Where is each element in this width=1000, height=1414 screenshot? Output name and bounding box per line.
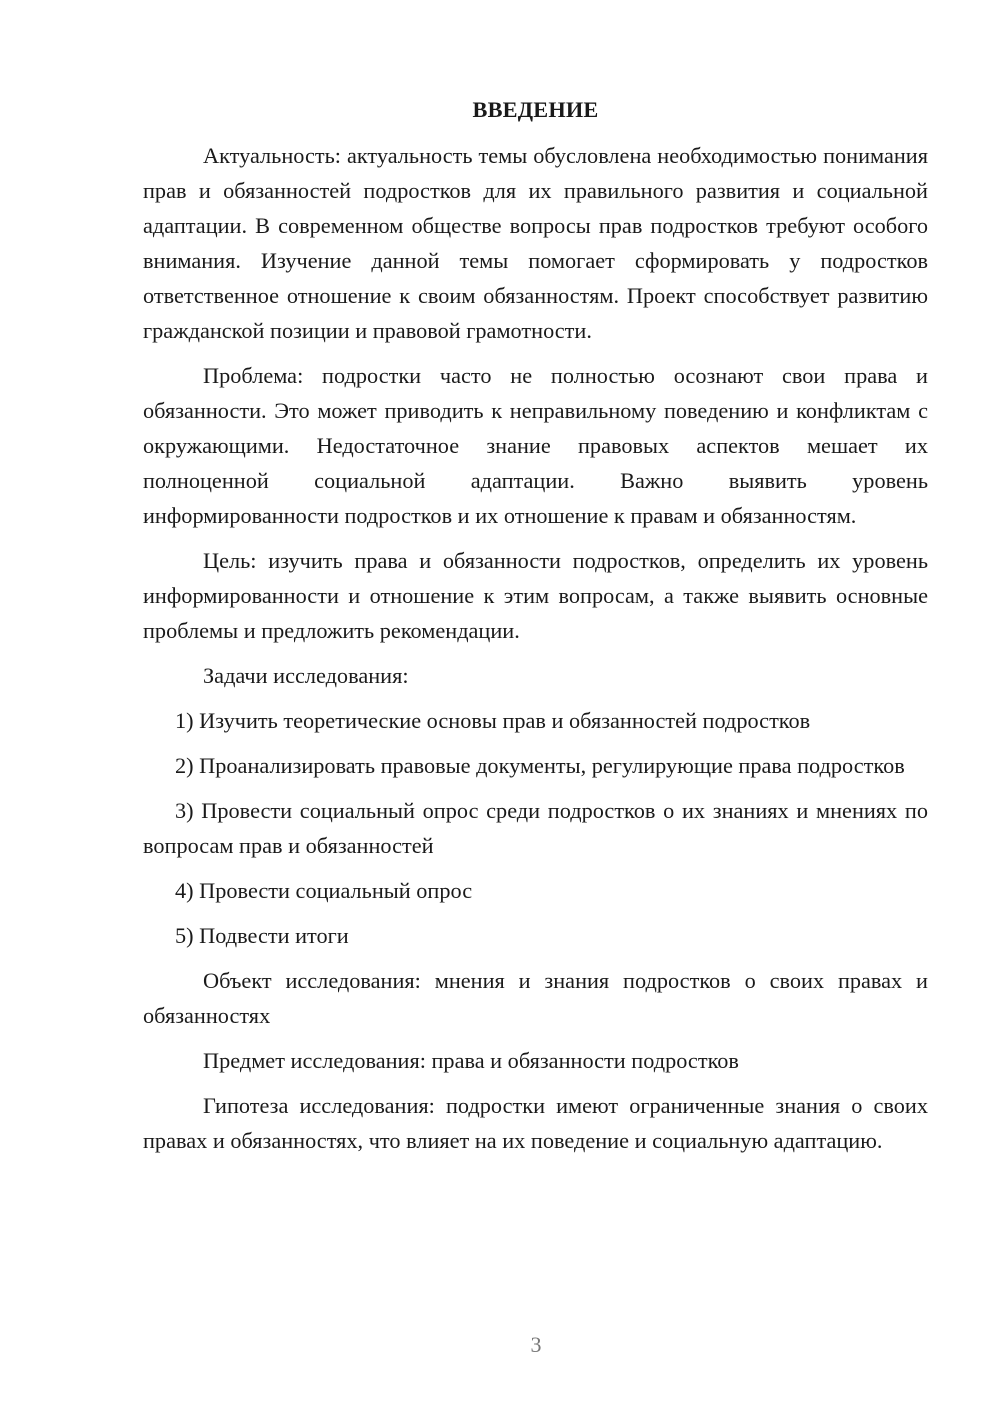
tasks-list [143, 703, 928, 953]
tasks-heading: Задачи исследования: [203, 663, 409, 688]
paragraph-goal: Цель: изучить права и обязанности подростков, определить их уровень информированности и отношение к этим вопросам, а также выявить основные проблемы и предложить рекомендации. [143, 548, 928, 643]
paragraph-hypothesis: Гипотеза исследования: подростки имеют ограниченные знания о своих правах и обязанностях, что влияет на их поведение и социальную адаптацию. [143, 1093, 928, 1153]
paragraph-subject: Предмет исследования: права и обязанности подростков [203, 1048, 739, 1073]
paragraph-relevance: Актуальность: актуальность темы обусловлена необходимостью понимания прав и обязанностей подростков для их правильного развития и социальной адаптации. В современном обществе вопросы прав подростков требуют особого внимания. Изучение данной темы помогает сформировать у подростков ответственное отношение к своим обязанностям. Проект способствует развитию гражданской позиции и правовой грамотности. [143, 143, 928, 343]
page-title: ВВЕДЕНИЕ [472, 97, 599, 122]
list-item: 2) Проанализировать правовые документы, регулирующие права подростков [175, 753, 905, 778]
page-number: 3 [530, 1332, 542, 1357]
list-item: 3) Провести социальный опрос среди подростков о их знаниях и мнениях по вопросам прав и обязанностей [143, 798, 928, 858]
paragraph-object: Объект исследования: мнения и знания подростков о своих правах и обязанностях [143, 968, 928, 1028]
page-content [143, 92, 928, 1168]
list-item: 4) Провести социальный опрос [175, 878, 473, 903]
paragraph-problem: Проблема: подростки часто не полностью осознают свои права и обязанности. Это может приводить к неправильному поведению и конфликтам с окружающими. Недостаточное знание правовых аспектов мешает их полноценной социальной адаптации. Важно выявить уровень информированности подростков и их отношение к правам и обязанностям. [143, 363, 928, 528]
list-item: 1) Изучить теоретические основы прав и обязанностей подростков [175, 708, 811, 733]
list-item: 5) Подвести итоги [175, 923, 349, 948]
